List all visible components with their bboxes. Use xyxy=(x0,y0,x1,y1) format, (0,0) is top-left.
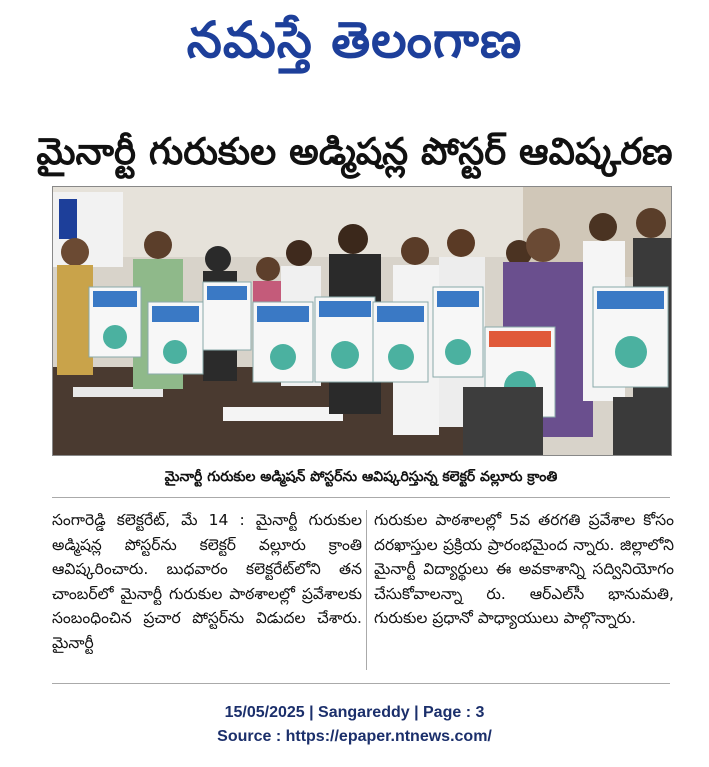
article-body-left-column: సంగారెడ్డి కలెక్టరేట్, మే 14 : మైనార్టీ గురుకుల అడ్మిషన్ల పోస్టర్‌ను కలెక్టర్ వల్లూరు క్రాంతి ఆవిష్కరించారు. బుధవారం కలెక్టరేట్‌లోని తన చాంబర్‌లో మైనార్టీ గురుకుల పాఠశాలల్లో ప్రవేశాలకు సంబంధించిన ప్రచార పోస్టర్‌ను విడుదల చేశారు. మైనార్టీ xyxy=(52,511,362,652)
column-divider xyxy=(366,510,367,670)
article-headline: మైనార్టీ గురుకుల అడ్మిషన్ల పోస్టర్ ఆవిష్కరణ xyxy=(36,130,673,173)
newspaper-masthead: నమస్తే తెలంగాణ xyxy=(186,11,523,69)
photo-caption: మైనార్టీ గురుకుల అడ్మిషన్ పోస్టర్‌ను ఆవిష్కరిస్తున్న కలెక్టర్ వల్లూరు క్రాంతి xyxy=(164,469,558,485)
publication-info: 15/05/2025 | Sangareddy | Page : 3 xyxy=(224,704,485,721)
footer-divider xyxy=(52,683,670,684)
article-body-right-column: గురుకుల పాఠశాలల్లో 5వ తరగతి ప్రవేశాల కోసం దరఖాస్తుల ప్రక్రియ ప్రారంభమైంద న్నారు. జిల్లాలోని మైనార్టీ విద్యార్థులు ఈ అవకాశాన్ని సద్వినియోగం చేసుకోవాలన్నా రు. ఆర్‌ఎల్‌సీ భానుమతి, గురుకుల ప్రధానో పాధ్యాయులు పాల్గొన్నారు. xyxy=(374,511,674,627)
caption-divider xyxy=(52,497,670,498)
source-link[interactable]: Source : https://epaper.ntnews.com/ xyxy=(217,728,492,745)
news-photo xyxy=(52,186,672,456)
